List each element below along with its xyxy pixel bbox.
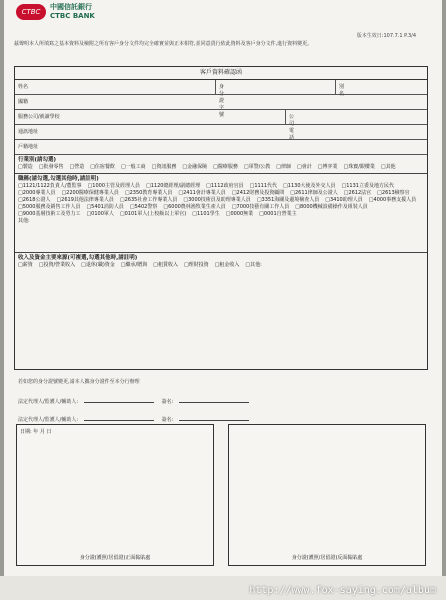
id-front-box xyxy=(16,424,214,566)
industry-option-checkbox[interactable]: □資訊服務 xyxy=(151,164,177,170)
industry-option-checkbox[interactable]: □住宿餐飲 xyxy=(90,164,115,170)
bank-name-en: CTBC BANK xyxy=(50,12,95,20)
id-back-box xyxy=(228,424,426,566)
industry-section xyxy=(15,155,427,174)
form-title: 客戶資料確認函 xyxy=(15,67,427,80)
job-option-checkbox[interactable]: □2200醫療保健專業人員 xyxy=(61,190,119,196)
job-option-checkbox[interactable]: □2411會計專業人員 xyxy=(178,190,226,196)
bank-name-zh: 中國信託銀行 xyxy=(50,3,92,11)
job-option-checkbox[interactable]: □1121/1122負責人/董監事 xyxy=(18,183,82,189)
industry-option-checkbox[interactable]: □醫療服務 xyxy=(213,164,238,170)
job-option-checkbox[interactable]: □8000機械設備操作及組裝人員 xyxy=(295,204,368,210)
income-section xyxy=(15,253,427,271)
sign-label-2: 簽名: xyxy=(161,417,174,423)
job-option-checkbox[interactable]: □3000技術員及助理專業人員 xyxy=(183,197,251,203)
nationality-label: 國籍 xyxy=(18,99,29,105)
watermark: http://www.fox-saying.com/album xyxy=(249,585,436,596)
income-option-checkbox[interactable]: □投資/營業收入 xyxy=(38,262,76,268)
industry-options xyxy=(18,164,424,171)
id-back-caption: 身分證(護照/居留證)反面黏貼處 xyxy=(291,555,363,561)
job-option-checkbox[interactable]: □0101軍人(上校級以上軍官) xyxy=(119,211,187,217)
version-label: 版本生效日:107.7.1 P.3/4 xyxy=(356,33,416,39)
industry-option-checkbox[interactable]: □其他 xyxy=(380,164,396,170)
job-section xyxy=(15,174,427,253)
industry-option-checkbox[interactable]: □軍警/公教 xyxy=(243,164,271,170)
income-options xyxy=(18,262,424,269)
job-other: 其他: xyxy=(18,218,30,224)
industry-option-checkbox[interactable]: □製造 xyxy=(18,164,33,170)
income-heading: 收入及資金主要來源(可複選,勾選其他時,請註明) xyxy=(18,255,138,261)
job-option-checkbox[interactable]: □0100軍人 xyxy=(86,211,114,217)
job-option-checkbox[interactable]: □5402警察 xyxy=(129,204,158,210)
id-label: 身分證字號 xyxy=(219,84,225,118)
job-option-checkbox[interactable]: □1101學生 xyxy=(192,211,220,217)
job-option-checkbox[interactable]: □1131立委及地方民代 xyxy=(341,183,394,189)
job-heading: 職稱(請勾選,勾選其他時,請註明) xyxy=(18,176,99,182)
job-option-checkbox[interactable]: □0000無業 xyxy=(225,211,254,217)
income-option-checkbox[interactable]: □其他: xyxy=(245,262,262,268)
ctbc-logo: CTBC xyxy=(16,4,46,20)
industry-option-checkbox[interactable]: □金融保險 xyxy=(182,164,208,170)
guardian-note: 若如您的身分證號變更,請本人攜身分證件至本分行辦理 xyxy=(18,379,140,385)
job-option-checkbox[interactable]: □1000主管及經理人員 xyxy=(87,183,140,189)
customer-info-form xyxy=(14,66,428,370)
job-option-checkbox[interactable]: □2619其他法律專業人員 xyxy=(56,197,114,203)
company-label: 服務公司/就讀學校 xyxy=(18,114,60,120)
name-label: 姓名 xyxy=(18,84,29,90)
job-option-checkbox[interactable]: □3351海關及邊境檢查人員 xyxy=(256,197,320,203)
job-option-checkbox[interactable]: □9000基層技術工及勞力工 xyxy=(18,211,81,217)
industry-heading: 行業別(請勾選) xyxy=(18,157,57,163)
job-option-checkbox[interactable]: □2612法官 xyxy=(343,190,372,196)
job-option-checkbox[interactable]: □2350教育專業人員 xyxy=(124,190,173,196)
job-option-checkbox[interactable]: □3410助理人員 xyxy=(325,197,363,203)
job-option-checkbox[interactable]: □7000技藝有關工作人員 xyxy=(231,204,290,210)
job-option-checkbox[interactable]: □2412財務及投資顧問 xyxy=(231,190,285,196)
sign-label-1: 簽名: xyxy=(161,399,174,405)
income-option-checkbox[interactable]: □薪資 xyxy=(18,262,33,268)
job-options xyxy=(18,183,424,218)
bank-name xyxy=(50,3,95,21)
id-front-caption: 身分證(護照/居留證)正面黏貼處 xyxy=(79,555,151,561)
industry-option-checkbox[interactable]: □一般工商 xyxy=(120,164,146,170)
industry-option-checkbox[interactable]: □博弈業 xyxy=(317,164,338,170)
income-option-checkbox[interactable]: □理財投資 xyxy=(183,262,209,268)
job-option-checkbox[interactable]: □2613檢察官 xyxy=(377,190,410,196)
guardian-label-2: 法定代理人/監護人/輔助人: xyxy=(18,417,79,423)
mailing-label: 通訊地址 xyxy=(18,129,39,135)
household-label: 戶籍地址 xyxy=(18,144,39,150)
job-option-checkbox[interactable]: □5401消防人員 xyxy=(86,204,124,210)
industry-option-checkbox[interactable]: □批發零售 xyxy=(38,164,64,170)
job-option-checkbox[interactable]: □4000事務支援人員 xyxy=(368,197,417,203)
income-option-checkbox[interactable]: □繼承/贈與 xyxy=(120,262,148,268)
job-option-checkbox[interactable]: □2635社會工作專業人員 xyxy=(119,197,178,203)
date-label: 日期: 年 月 日 xyxy=(20,429,52,435)
industry-option-checkbox[interactable]: □律師 xyxy=(276,164,292,170)
job-option-checkbox[interactable]: □2618公證人 xyxy=(18,197,51,203)
job-option-checkbox[interactable]: □1120總經理/副總經理 xyxy=(146,183,201,189)
industry-option-checkbox[interactable]: □珠寶/銀樓業 xyxy=(343,164,375,170)
guardian-label-1: 法定代理人/監護人/輔助人: xyxy=(18,399,79,405)
income-option-checkbox[interactable]: □租賃收入 xyxy=(153,262,178,268)
job-option-checkbox[interactable]: □6000農林漁牧業生產人員 xyxy=(163,204,226,210)
job-option-checkbox[interactable]: □1112政府官員 xyxy=(206,183,244,189)
intro-text: 茲聲明本人所填寫之基本資料及檢附之所有客戶身分文件均完全確實並與正本相符,並同意貴行依此資料及客戶身分文件,進行資料變更。 xyxy=(14,41,313,47)
industry-option-checkbox[interactable]: □營造 xyxy=(69,164,85,170)
alias-label: 別名 xyxy=(339,84,345,97)
income-option-checkbox[interactable]: □退休(職)資金 xyxy=(81,262,115,268)
document-page xyxy=(4,0,442,600)
guardian-row-1 xyxy=(18,398,255,405)
job-option-checkbox[interactable]: □0001自營業主 xyxy=(259,211,297,217)
job-option-checkbox[interactable]: □1111代代 xyxy=(249,183,278,189)
guardian-row-2 xyxy=(18,416,255,423)
job-option-checkbox[interactable]: □1130大使及外交人員 xyxy=(283,183,336,189)
industry-option-checkbox[interactable]: □會計 xyxy=(297,164,312,170)
job-option-checkbox[interactable]: □2000專業人員 xyxy=(18,190,56,196)
company-phone-label: 公司電話 xyxy=(289,114,295,141)
income-option-checkbox[interactable]: □租金收入 xyxy=(214,262,240,268)
job-option-checkbox[interactable]: □5000服務及銷售工作人員 xyxy=(18,204,81,210)
job-option-checkbox[interactable]: □2611律師及公證人 xyxy=(290,190,338,196)
